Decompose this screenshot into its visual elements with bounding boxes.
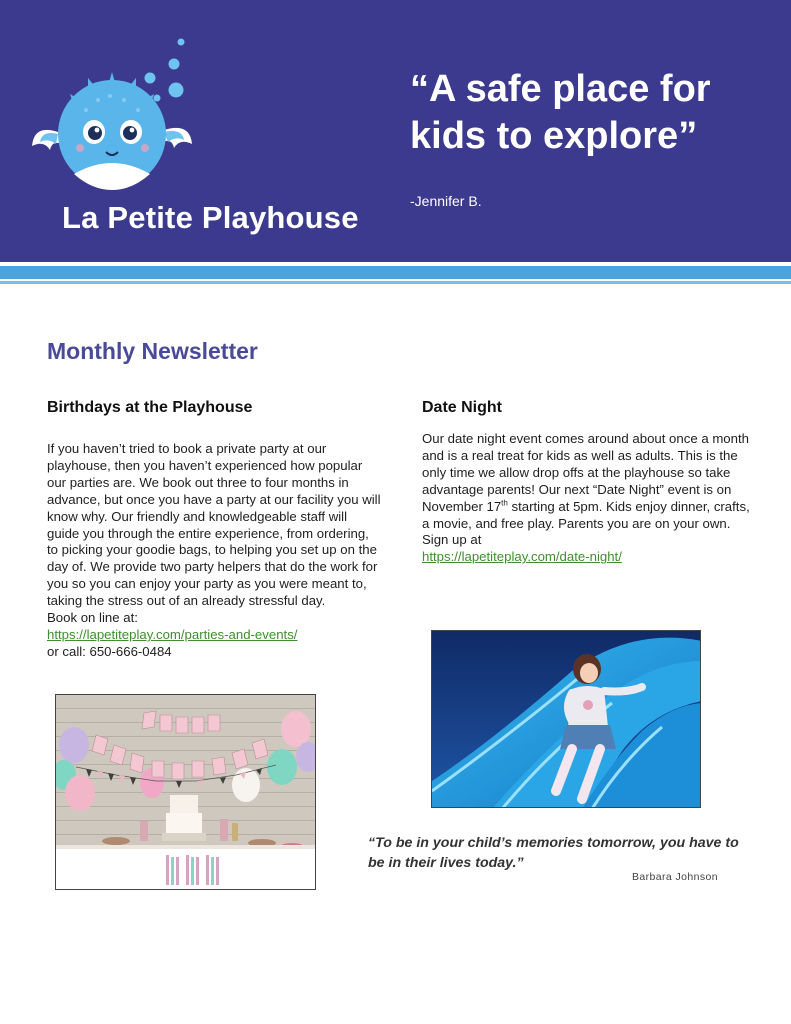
birthdays-phone: or call: 650-666-0484 <box>47 643 172 659</box>
date-night-heading: Date Night <box>422 399 502 416</box>
date-night-article <box>422 431 752 566</box>
birthdays-heading: Birthdays at the Playhouse <box>47 399 253 416</box>
date-night-link[interactable]: https://lapetiteplay.com/date-night/ <box>422 549 622 565</box>
pufferfish-mascot-icon <box>28 34 198 194</box>
date-night-body-sup: th <box>501 498 508 508</box>
birthday-party-image <box>56 695 316 890</box>
date-night-body <box>422 431 752 549</box>
header-quote-line-2: kids to explore” <box>410 115 698 157</box>
birthdays-link[interactable]: https://lapetiteplay.com/parties-and-events/ <box>47 626 298 642</box>
birthdays-book-label: Book on line at: <box>47 610 138 626</box>
footer-quote-author: Barbara Johnson <box>632 871 718 883</box>
header-quote <box>410 66 780 160</box>
child-on-slide-image <box>432 631 701 808</box>
footer-quote: “To be in your child’s memories tomorrow, you have to be in their lives today.” <box>368 835 739 871</box>
birthday-party-photo <box>55 694 316 890</box>
date-night-body-part-2: starting at 5pm. Kids enjoy dinner, crafts, a movie, and free play. Parents you are on your own. Sign up at <box>422 498 750 548</box>
header-quote-line-1: “A safe place for <box>410 68 711 110</box>
birthdays-article <box>47 441 382 661</box>
birthdays-body: If you haven’t tried to book a private party at our playhouse, then you haven’t experienced how popular our parties are. We book out three to four months in advance, but once you have a party at our facility you will know why. Our friendly and knowledgeable staff will guide you through the entire experience, from ordering, to picking your goodie bags, to helping you set up on the day of. We provide two party helpers that do the work for you so you can enjoy your party as you were meant to, taking the stress out of an already stressful day. <box>47 441 381 609</box>
date-night-body-part-1: Our date night event comes around about once a month and is a real treat for kids as well as adults. This is the only time we allow drop offs at the playhouse so take advantage parents! Our next “Date Night” event is on November 17 <box>422 431 749 514</box>
header-quote-attribution: -Jennifer B. <box>410 193 482 209</box>
header-banner <box>0 0 791 262</box>
brand-name: La Petite Playhouse <box>62 200 359 235</box>
section-title: Monthly Newsletter <box>47 338 258 364</box>
divider-blue-band <box>0 266 791 279</box>
divider-light-blue-line <box>0 281 791 284</box>
slide-photo <box>431 630 701 808</box>
